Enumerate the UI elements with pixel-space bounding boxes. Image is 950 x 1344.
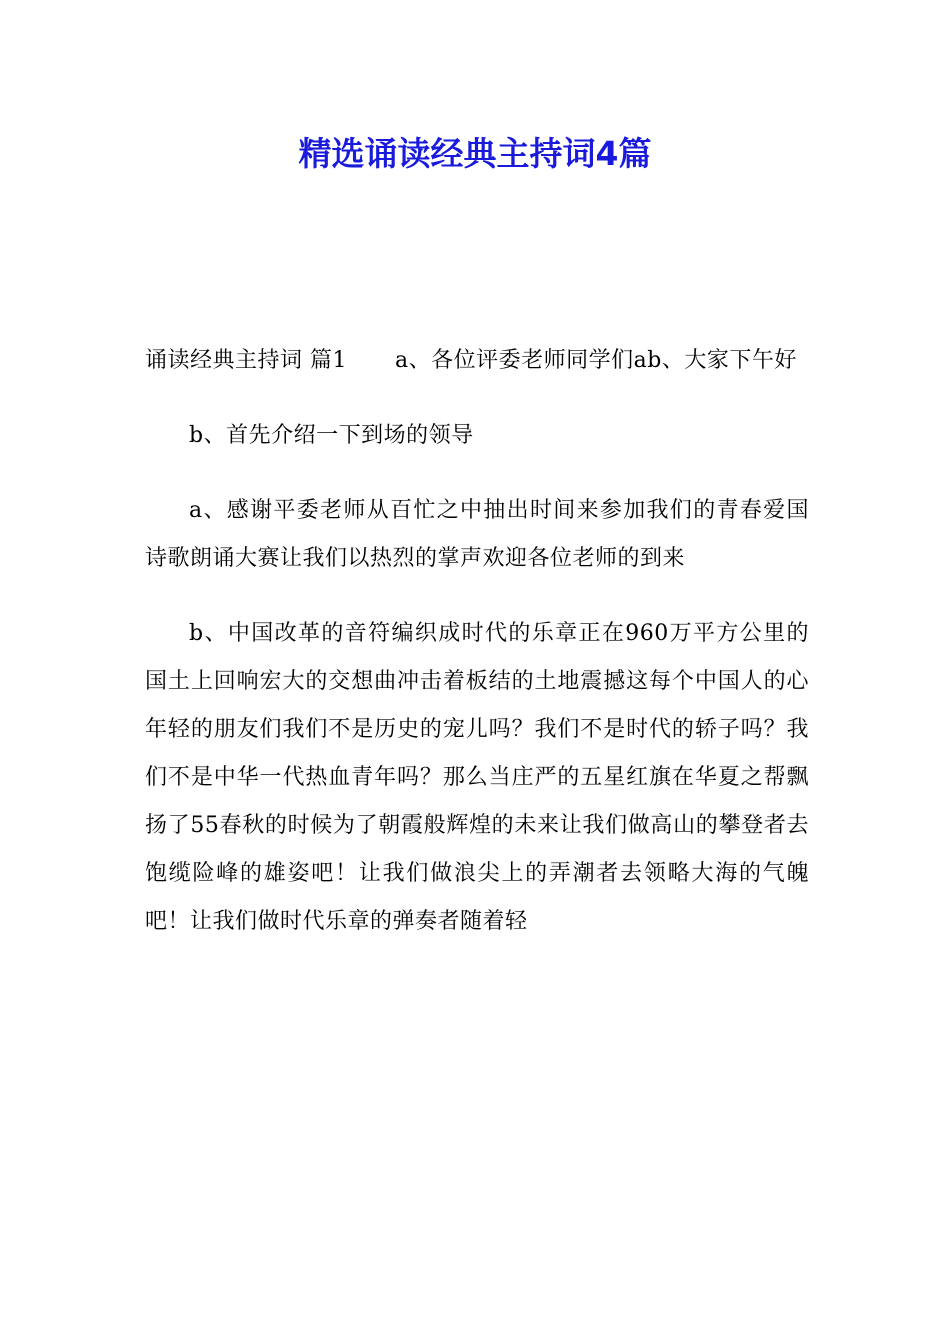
- paragraph-4: b、中国改革的音符编织成时代的乐章正在960万平方公里的国土上回响宏大的交想曲冲击着板结的土地震撼这每个中国人的心年轻的朋友们我们不是历史的宠儿吗？我们不是时代的轿子吗？我们不是中华一代热血青年吗？那么当庄严的五星红旗在华夏之帮飘扬了55春秋的时候为了朝霞般辉煌的未来让我们做高山的攀登者去饱缆险峰的雄姿吧！让我们做浪尖上的弄潮者去领略大海的气魄吧！让我们做时代乐章的弹奏者随着轻: [145, 621, 809, 934]
- paragraph-1: a、各位评委老师同学们ab、大家下午好: [395, 348, 797, 373]
- paragraph-3: a、感谢平委老师从百忙之中抽出时间来参加我们的青春爱国诗歌朗诵大赛让我们以热烈的掌声欢迎各位老师的到来: [145, 498, 809, 571]
- section-1-intro: [145, 337, 809, 385]
- document-title: 精选诵读经典主持词4篇: [298, 134, 652, 173]
- paragraph-2: b、首先介绍一下到场的领导: [189, 423, 474, 448]
- document-body: [145, 337, 809, 973]
- section-heading: 诵读经典主持词 篇1: [145, 348, 347, 373]
